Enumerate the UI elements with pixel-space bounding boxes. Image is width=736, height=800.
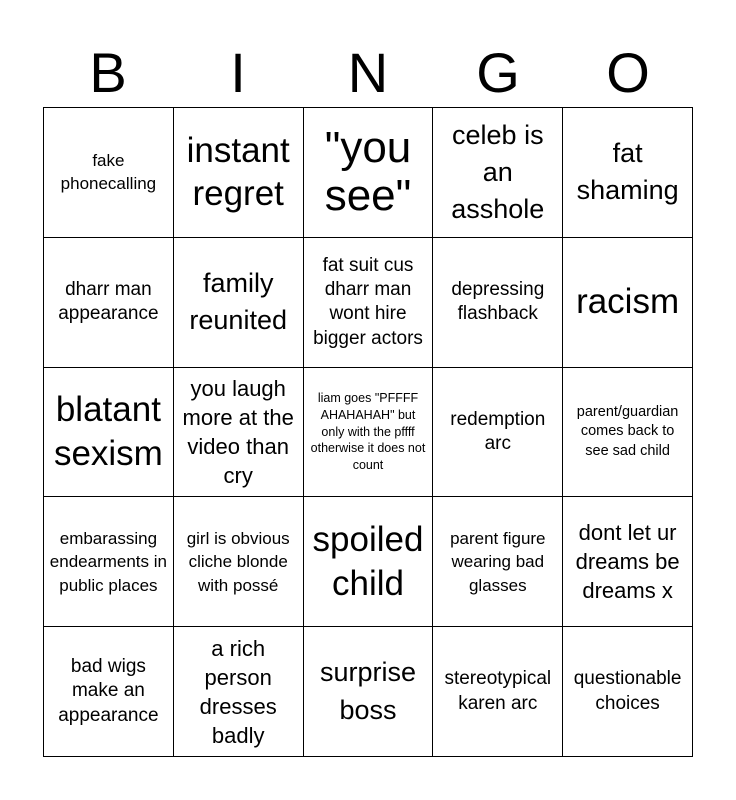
bingo-cell[interactable]	[174, 108, 304, 238]
bingo-cell[interactable]	[304, 108, 434, 238]
cell-text: stereotypical karen arc	[444, 668, 552, 714]
cell-text: girl is obvious cliche blonde with possé	[186, 528, 290, 595]
header-letter-o: O	[606, 41, 650, 104]
bingo-cell[interactable]	[174, 627, 304, 757]
cell-text: spoiled child	[312, 520, 424, 603]
bingo-cell[interactable]	[563, 238, 693, 368]
bingo-card-grid	[43, 107, 693, 757]
bingo-cell[interactable]	[44, 238, 174, 368]
bingo-cell[interactable]	[44, 368, 174, 498]
cell-text: fake phonecalling	[60, 150, 157, 194]
cell-text: redemption arc	[450, 408, 546, 454]
cell-text: questionable choices	[573, 668, 682, 714]
cell-text: racism	[576, 282, 680, 322]
bingo-cell[interactable]	[304, 497, 434, 627]
cell-text: bad wigs make an appearance	[58, 656, 159, 726]
cell-text: family reunited	[189, 267, 287, 336]
bingo-cell[interactable]	[44, 627, 174, 757]
bingo-cell[interactable]	[44, 108, 174, 238]
cell-text: dharr man appearance	[58, 278, 159, 325]
bingo-header	[43, 40, 693, 106]
bingo-cell[interactable]	[563, 497, 693, 627]
cell-text: parent figure wearing bad glasses	[450, 528, 546, 595]
cell-text: fat suit cus dharr man wont hire bigger actors	[313, 254, 423, 349]
cell-text: "you see"	[324, 123, 412, 221]
cell-text: embarassing endearments in public places	[49, 528, 167, 595]
header-letter-i: I	[230, 41, 246, 104]
cell-text: surprise boss	[319, 657, 416, 725]
cell-text: celeb is an asshole	[451, 119, 545, 225]
cell-text: blatant sexism	[53, 390, 163, 473]
cell-text: fat shaming	[576, 138, 679, 206]
bingo-cell[interactable]	[304, 627, 434, 757]
bingo-cell[interactable]	[433, 368, 563, 498]
cell-text: parent/guardian comes back to see sad child	[576, 403, 679, 459]
bingo-cell[interactable]	[563, 627, 693, 757]
cell-text: depressing flashback	[451, 278, 545, 325]
bingo-cell[interactable]	[304, 238, 434, 368]
bingo-cell[interactable]	[174, 497, 304, 627]
bingo-cell[interactable]	[44, 497, 174, 627]
bingo-cell[interactable]	[433, 497, 563, 627]
cell-text: dont let ur dreams be dreams x	[575, 520, 680, 604]
header-letter-g: G	[476, 41, 520, 104]
bingo-cell[interactable]	[433, 627, 563, 757]
bingo-cell[interactable]	[433, 238, 563, 368]
bingo-cell[interactable]	[433, 108, 563, 238]
bingo-cell[interactable]	[563, 108, 693, 238]
cell-text: a rich person dresses badly	[199, 635, 277, 748]
cell-text: instant regret	[186, 130, 290, 214]
cell-text: you laugh more at the video than cry	[182, 375, 294, 489]
header-letter-b: B	[89, 41, 127, 104]
header-letter-n: N	[347, 41, 389, 104]
cell-text: liam goes "PFFFF AHAHAHAH" but only with the pffff otherwise it does not count	[310, 390, 426, 473]
bingo-cell[interactable]	[174, 238, 304, 368]
bingo-cell[interactable]	[174, 368, 304, 498]
bingo-cell[interactable]	[304, 368, 434, 498]
bingo-cell[interactable]	[563, 368, 693, 498]
